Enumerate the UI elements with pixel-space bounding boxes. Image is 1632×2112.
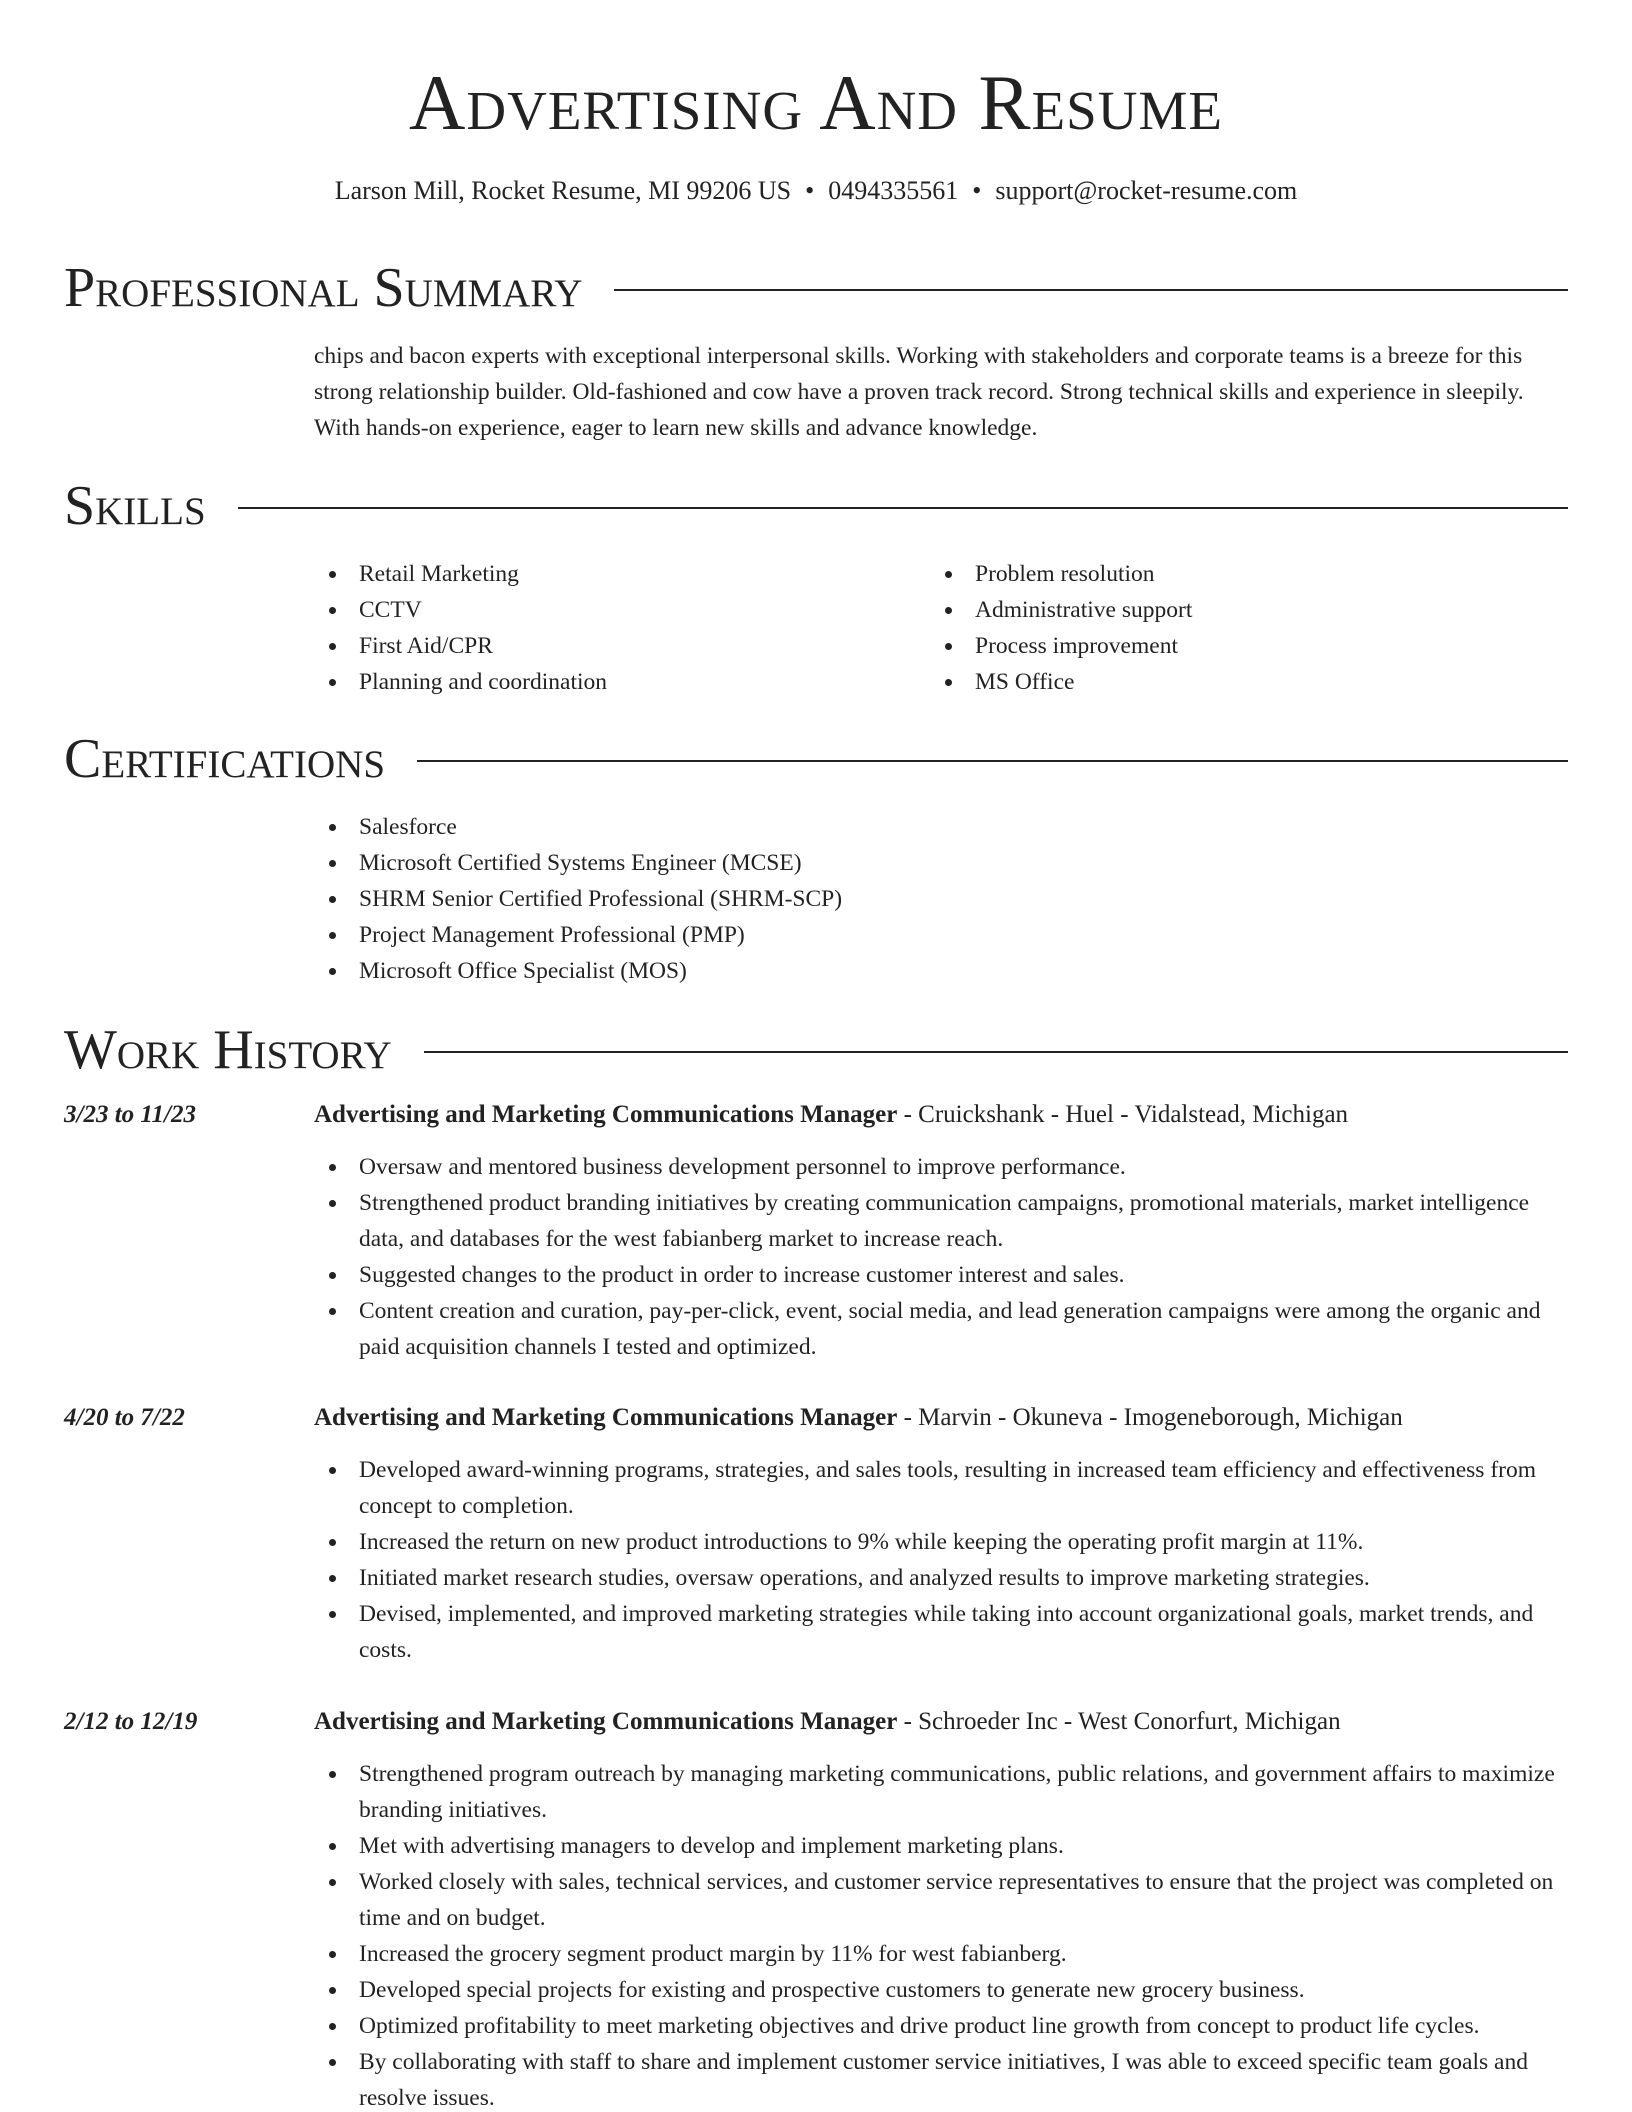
certification-item: Project Management Professional (PMP)	[314, 917, 1568, 953]
skill-item: CCTV	[314, 592, 894, 628]
job-bullet: Increased the grocery segment product margin by 11% for west fabianberg.	[314, 1936, 1568, 1972]
skill-item: Administrative support	[930, 592, 1510, 628]
job-dates: 2/12 to 12/19	[64, 1708, 198, 1735]
certifications-section-header	[64, 727, 1568, 791]
certifications-title: Certifications	[64, 728, 386, 790]
job-bullet: Increased the return on new product introductions to 9% while keeping the operating profit margin at 11%.	[314, 1524, 1568, 1560]
contact-line	[0, 174, 1632, 208]
job-bullet: Developed award-winning programs, strategies, and sales tools, resulting in increased team efficiency and effectiveness from concept to completion.	[314, 1452, 1568, 1524]
job-bullet: Met with advertising managers to develop and implement marketing plans.	[314, 1828, 1568, 1864]
summary-section-header	[64, 256, 1568, 320]
contact-email: support@rocket-resume.com	[995, 176, 1298, 205]
certification-item: Salesforce	[314, 809, 1568, 845]
skills-section-header	[64, 474, 1568, 538]
work-title: Work History	[64, 1019, 392, 1081]
section-divider	[424, 1051, 1568, 1053]
job-bullet: Strengthened product branding initiatives by creating communication campaigns, promotional materials, market intelligence data, and databases for the west fabianberg market to increase reach.	[314, 1185, 1568, 1257]
job-bullets	[314, 1756, 1568, 2112]
contact-separator: •	[972, 176, 982, 205]
job-heading	[314, 1097, 1568, 1133]
summary-title: Professional Summary	[64, 257, 583, 319]
skills-title: Skills	[64, 475, 206, 537]
job-bullets	[314, 1452, 1568, 1668]
job-bullet: Strengthened program outreach by managing marketing communications, public relations, and government affairs to maximize branding initiatives.	[314, 1756, 1568, 1828]
contact-phone: 0494335561	[828, 176, 959, 205]
skills-list-right	[930, 556, 1510, 700]
summary-text: chips and bacon experts with exceptional interpersonal skills. Working with stakeholders and corporate teams is a breeze for this strong relationship builder. Old-fashioned and cow have a proven track record. Strong technical skills and experience in sleepily. With hands-on experience, eager to learn new skills and advance knowledge.	[314, 343, 1524, 441]
contact-separator: •	[805, 176, 815, 205]
job-bullet: Developed special projects for existing and prospective customers to generate new grocery business.	[314, 1972, 1568, 2008]
skill-item: Problem resolution	[930, 556, 1510, 592]
job-bullet: Worked closely with sales, technical services, and customer service representatives to ensure that the project was completed on time and on budget.	[314, 1864, 1568, 1936]
job-title: Advertising and Marketing Communications Manager	[314, 1708, 898, 1735]
certification-item: Microsoft Certified Systems Engineer (MCSE)	[314, 845, 1568, 881]
job-heading	[314, 1704, 1568, 1740]
job-bullet: By collaborating with staff to share and implement customer service initiatives, I was able to exceed specific team goals and resolve issues.	[314, 2044, 1568, 2112]
skill-item: Retail Marketing	[314, 556, 894, 592]
certification-item: Microsoft Office Specialist (MOS)	[314, 953, 1568, 989]
certifications-list	[314, 809, 1568, 989]
section-divider	[614, 289, 1568, 291]
contact-address: Larson Mill, Rocket Resume, MI 99206 US	[334, 176, 792, 205]
job-employer: - Marvin - Okuneva - Imogeneborough, Michigan	[897, 1404, 1403, 1431]
job-bullet: Content creation and curation, pay-per-click, event, social media, and lead generation campaigns were among the organic and paid acquisition channels I tested and optimized.	[314, 1293, 1568, 1365]
skill-item: First Aid/CPR	[314, 628, 894, 664]
job-title: Advertising and Marketing Communications Manager	[314, 1101, 898, 1128]
job-bullets	[314, 1149, 1568, 1365]
certification-item: SHRM Senior Certified Professional (SHRM-SCP)	[314, 881, 1568, 917]
job-bullet: Suggested changes to the product in order to increase customer interest and sales.	[314, 1257, 1568, 1293]
skills-list-left	[314, 556, 894, 700]
skill-item: Process improvement	[930, 628, 1510, 664]
job-employer: - Cruickshank - Huel - Vidalstead, Michigan	[897, 1101, 1349, 1128]
section-divider	[238, 507, 1568, 509]
job-bullet: Initiated market research studies, oversaw operations, and analyzed results to improve marketing strategies.	[314, 1560, 1568, 1596]
job-title: Advertising and Marketing Communications Manager	[314, 1404, 898, 1431]
resume-name: Advertising And Resume	[409, 59, 1223, 146]
job-bullet: Oversaw and mentored business development personnel to improve performance.	[314, 1149, 1568, 1185]
job-dates: 4/20 to 7/22	[64, 1404, 185, 1431]
job-bullet: Devised, implemented, and improved marketing strategies while taking into account organizational goals, market trends, and costs.	[314, 1596, 1568, 1668]
job-bullet: Optimized profitability to meet marketing objectives and drive product line growth from concept to product life cycles.	[314, 2008, 1568, 2044]
skill-item: Planning and coordination	[314, 664, 894, 700]
job-dates: 3/23 to 11/23	[64, 1101, 196, 1128]
skill-item: MS Office	[930, 664, 1510, 700]
job-employer: - Schroeder Inc - West Conorfurt, Michigan	[897, 1708, 1341, 1735]
section-divider	[417, 760, 1568, 762]
job-heading	[314, 1400, 1568, 1436]
work-section-header	[64, 1018, 1568, 1082]
